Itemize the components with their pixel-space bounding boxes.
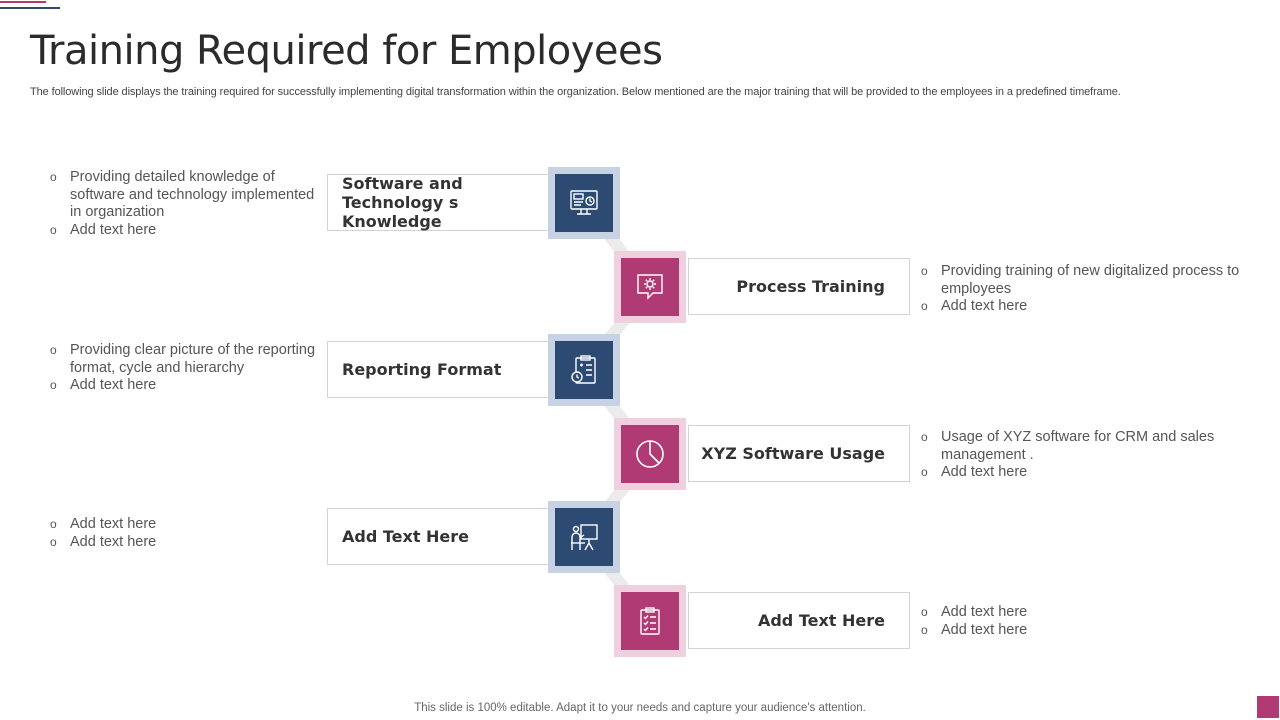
bullet-item: o Add text here [921,298,1241,316]
training-icon-frame-6 [614,585,686,657]
checklist-icon [633,604,667,638]
bullet-list-6 [921,604,1221,639]
bullet-list-3 [50,342,322,395]
bullet-item: o Add text here [921,604,1221,622]
clipboard-clock-icon [567,353,601,387]
computer-monitor-icon [567,186,601,220]
corner-accent-square [1257,696,1279,718]
page-title: Training Required for Employees [30,28,663,74]
bullet-item: o Add text here [50,516,322,534]
training-icon-frame-1 [548,167,620,239]
training-label-xyz-software: XYZ Software Usage [688,425,910,482]
bullet-item: o Add text here [50,377,322,395]
training-icon-frame-3 [548,334,620,406]
bullet-item: o Providing clear picture of the reporting format, cycle and hierarchy [50,342,322,377]
bullet-item: o Add text here [921,464,1221,482]
training-label-add-text-6: Add Text Here [688,592,910,649]
gear-chat-icon [633,270,667,304]
training-icon-frame-2 [614,251,686,323]
bullet-item: o Providing training of new digitalized process to employees [921,263,1241,298]
bullet-list-4 [921,429,1221,482]
bullet-item: o Providing detailed knowledge of software and technology implemented in organization [50,169,322,222]
footer-note: This slide is 100% editable. Adapt it to your needs and capture your audience's attention. [414,702,866,714]
bullet-item: o Add text here [921,622,1221,640]
bullet-item: o Usage of XYZ software for CRM and sales management . [921,429,1221,464]
training-label-reporting: Reporting Format [327,341,549,398]
training-icon-frame-4 [614,418,686,490]
presenter-board-icon [567,520,601,554]
pie-chart-icon [633,437,667,471]
bullet-item: o Add text here [50,222,322,240]
bullet-list-1 [50,169,322,239]
training-label-software-knowledge: Software and Technology s Knowledge [327,174,549,231]
bullet-item: o Add text here [50,534,322,552]
page-subtitle: The following slide displays the training required for successfully implementing digital transformation within the organization. Below mentioned are the major training that will be provided to the employees in a predefined timeframe. [30,86,1121,98]
training-label-add-text-5: Add Text Here [327,508,549,565]
bullet-list-2 [921,263,1241,316]
training-icon-frame-5 [548,501,620,573]
training-label-process: Process Training [688,258,910,315]
bullet-list-5 [50,516,322,551]
